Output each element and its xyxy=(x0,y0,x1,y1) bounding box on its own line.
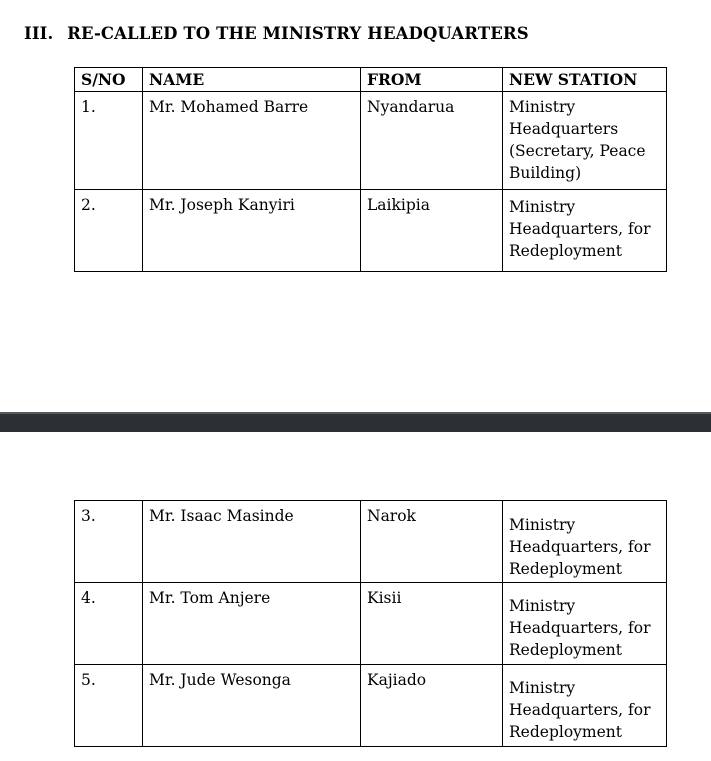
row-sno: 2. xyxy=(75,190,143,272)
row-new-station xyxy=(503,665,667,747)
station-line: Headquarters xyxy=(509,120,619,138)
table-row xyxy=(75,501,667,583)
station-line: Ministry xyxy=(509,198,576,216)
row-from: Narok xyxy=(361,501,503,583)
row-name: Mr. Jude Wesonga xyxy=(143,665,361,747)
row-from: Kajiado xyxy=(361,665,503,747)
row-sno: 4. xyxy=(75,583,143,665)
row-sno: 5. xyxy=(75,665,143,747)
station-line: Ministry xyxy=(509,679,576,697)
section-number: III. xyxy=(24,24,54,43)
table-row xyxy=(75,665,667,747)
station-line: Building) xyxy=(509,164,582,182)
recall-table-page-2 xyxy=(74,500,667,747)
station-line: Headquarters, for xyxy=(509,220,651,238)
row-new-station xyxy=(503,501,667,583)
row-sno: 3. xyxy=(75,501,143,583)
section-heading xyxy=(24,24,529,43)
row-new-station xyxy=(503,583,667,665)
header-name: NAME xyxy=(143,68,361,92)
row-name: Mr. Mohamed Barre xyxy=(143,92,361,190)
recall-table-page-1 xyxy=(74,67,667,272)
row-from: Laikipia xyxy=(361,190,503,272)
station-line: Headquarters, for xyxy=(509,619,651,637)
row-sno: 1. xyxy=(75,92,143,190)
station-line: Headquarters, for xyxy=(509,701,651,719)
row-from: Kisii xyxy=(361,583,503,665)
header-sno: S/NO xyxy=(75,68,143,92)
station-line: Redeployment xyxy=(509,560,622,578)
station-line: Redeployment xyxy=(509,242,622,260)
table-row xyxy=(75,92,667,190)
page-break-separator xyxy=(0,412,711,432)
section-title: RE-CALLED TO THE MINISTRY HEADQUARTERS xyxy=(67,24,529,43)
station-line: Ministry xyxy=(509,516,576,534)
header-new-station: NEW STATION xyxy=(503,68,667,92)
station-line: Redeployment xyxy=(509,641,622,659)
station-line: (Secretary, Peace xyxy=(509,142,646,160)
header-from: FROM xyxy=(361,68,503,92)
row-name: Mr. Isaac Masinde xyxy=(143,501,361,583)
station-line: Headquarters, for xyxy=(509,538,651,556)
row-from: Nyandarua xyxy=(361,92,503,190)
station-line: Ministry xyxy=(509,98,576,116)
table-row xyxy=(75,583,667,665)
row-new-station xyxy=(503,92,667,190)
table-row xyxy=(75,190,667,272)
table-header-row xyxy=(75,68,667,92)
row-name: Mr. Joseph Kanyiri xyxy=(143,190,361,272)
station-line: Redeployment xyxy=(509,723,622,741)
row-new-station xyxy=(503,190,667,272)
row-name: Mr. Tom Anjere xyxy=(143,583,361,665)
station-line: Ministry xyxy=(509,597,576,615)
